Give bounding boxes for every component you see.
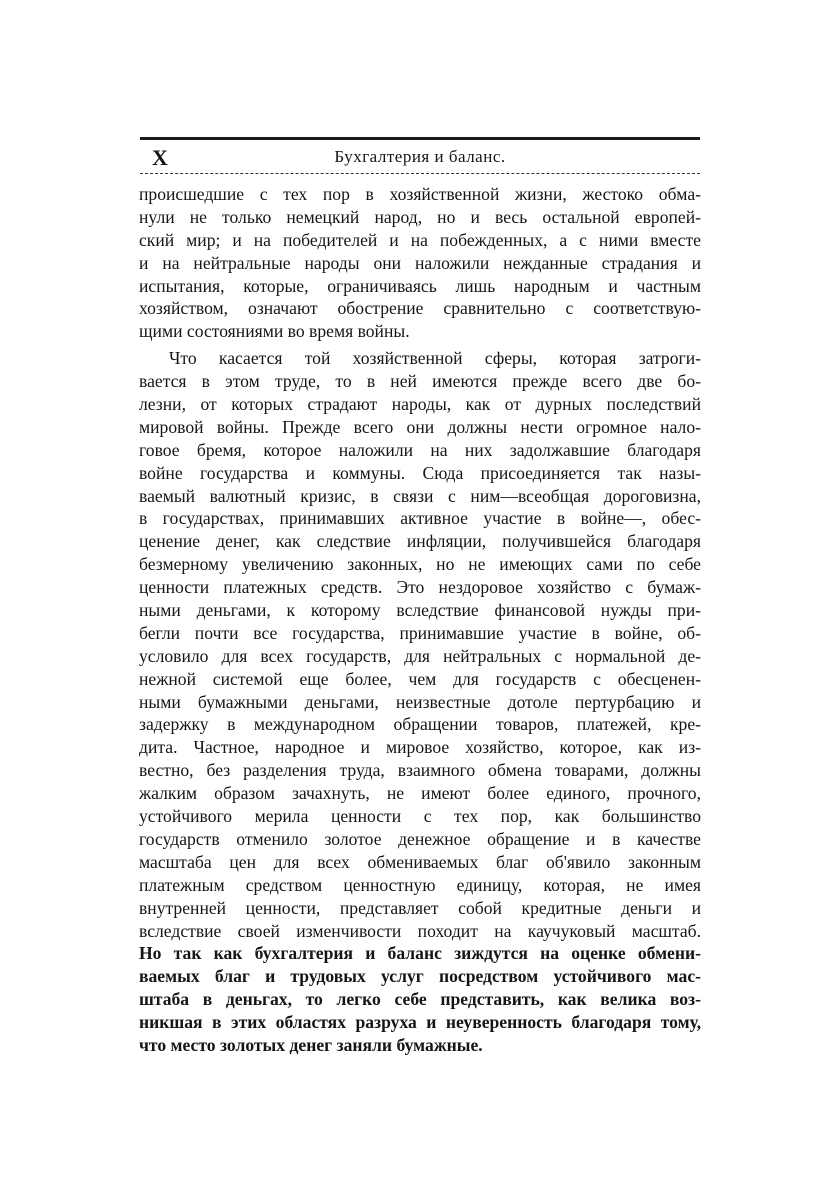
text-line: ценности платежных средств. Это нездоровое хозяйство с бумаж- <box>139 577 701 598</box>
text-line: ными деньгами, к которому вследствие финансовой нужды при- <box>139 600 701 621</box>
running-header <box>140 143 700 173</box>
text-line: вестно, без разделения труда, взаимного обмена товарами, должны <box>139 760 701 781</box>
text-line: и на нейтральные народы они наложили нежданные страдания и <box>139 252 701 273</box>
text-line: войне государства и коммуны. Сюда присоединяется так назы- <box>139 462 701 483</box>
text-line: вается в этом труде, то в ней имеются прежде всего две бо- <box>139 371 701 392</box>
text-line: безмерному увеличению законных, но не имеющих сами по себе <box>139 554 701 575</box>
text-line: происшедшие с тех пор в хозяйственной жизни, жестоко обма- <box>139 184 701 204</box>
text-line: платежным средством ценностную единицу, которая, не имея <box>139 874 701 895</box>
paragraph <box>139 183 701 343</box>
text-line: дита. Частное, народное и мировое хозяйство, которое, как из- <box>139 737 701 758</box>
text-line: бегли почти все государства, принимавшие участие в войне, об- <box>139 622 701 643</box>
text-line: говое бремя, которое наложили на них задолжавшие благодаря <box>139 439 701 460</box>
text-line: испытания, которые, ограничиваясь лишь народным и частным <box>139 275 701 296</box>
text-line: масштаба цен для всех обмениваемых благ об'явило законным <box>139 851 701 872</box>
page-number: X <box>152 145 169 170</box>
body-text <box>139 183 701 1057</box>
text-line: задержку в международном обращении товаров, платежей, кре- <box>139 714 701 735</box>
running-title: Бухгалтерия и баланс. <box>334 147 506 166</box>
text-line: щими состояниями во время войны. <box>139 321 410 342</box>
text-line: мировой войны. Прежде всего они должны нести огромное нало- <box>139 416 701 437</box>
text-line: Что касается той хозяйственной сферы, которая затроги- <box>169 348 701 369</box>
text-line: вследствие своей изменчивости походит на каучуковый масштаб. <box>139 920 701 941</box>
text-line: лезни, от которых страдают народы, как от дурных последствий <box>139 394 701 415</box>
text-line: жалким образом зачахнуть, не имеют более единого, прочного, <box>139 783 701 804</box>
header-top-rule <box>140 137 700 140</box>
text-line: ваемых благ и трудовых услуг посредством устойчивого мас- <box>139 966 701 987</box>
text-line: устойчивого мерила ценности с тех пор, как большинство <box>139 806 701 827</box>
text-line: никшая в этих областях разруха и неуверенность благодаря тому, <box>139 1012 701 1033</box>
paragraph <box>139 347 701 1057</box>
text-line: ными бумажными деньгами, неизвестные дотоле пертурбацию и <box>139 691 701 712</box>
text-line: нули не только немецкий народ, но и весь остальной европей- <box>139 206 701 227</box>
text-line: ценение денег, как следствие инфляции, получившейся благодаря <box>139 531 701 552</box>
text-line: внутренней ценности, представляет собой кредитные деньги и <box>139 897 701 918</box>
header-bottom-rule <box>140 173 700 174</box>
text-line: хозяйством, означают обострение сравнительно с соответствую- <box>139 298 701 319</box>
text-line: Но так как бухгалтерия и баланс зиждутся на оценке обмени- <box>139 943 701 964</box>
text-line: в государствах, принимавших активное участие в войне—, обес- <box>139 508 701 529</box>
text-line: ваемый валютный кризис, в связи с ним—всеобщая дороговизна, <box>139 485 701 506</box>
text-line: что место золотых денег заняли бумажные. <box>139 1034 483 1055</box>
text-line: штаба в деньгах, то легко себе представить, как велика воз- <box>139 989 701 1010</box>
text-line: ский мир; и на победителей и на побежденных, а с ними вместе <box>139 229 701 250</box>
text-line: нежной системой еще более, чем для государств с обесценен- <box>139 668 701 689</box>
text-line: государств отменило золотое денежное обращение и в качестве <box>139 828 701 849</box>
text-line: условило для всех государств, для нейтральных с нормальной де- <box>139 645 701 666</box>
